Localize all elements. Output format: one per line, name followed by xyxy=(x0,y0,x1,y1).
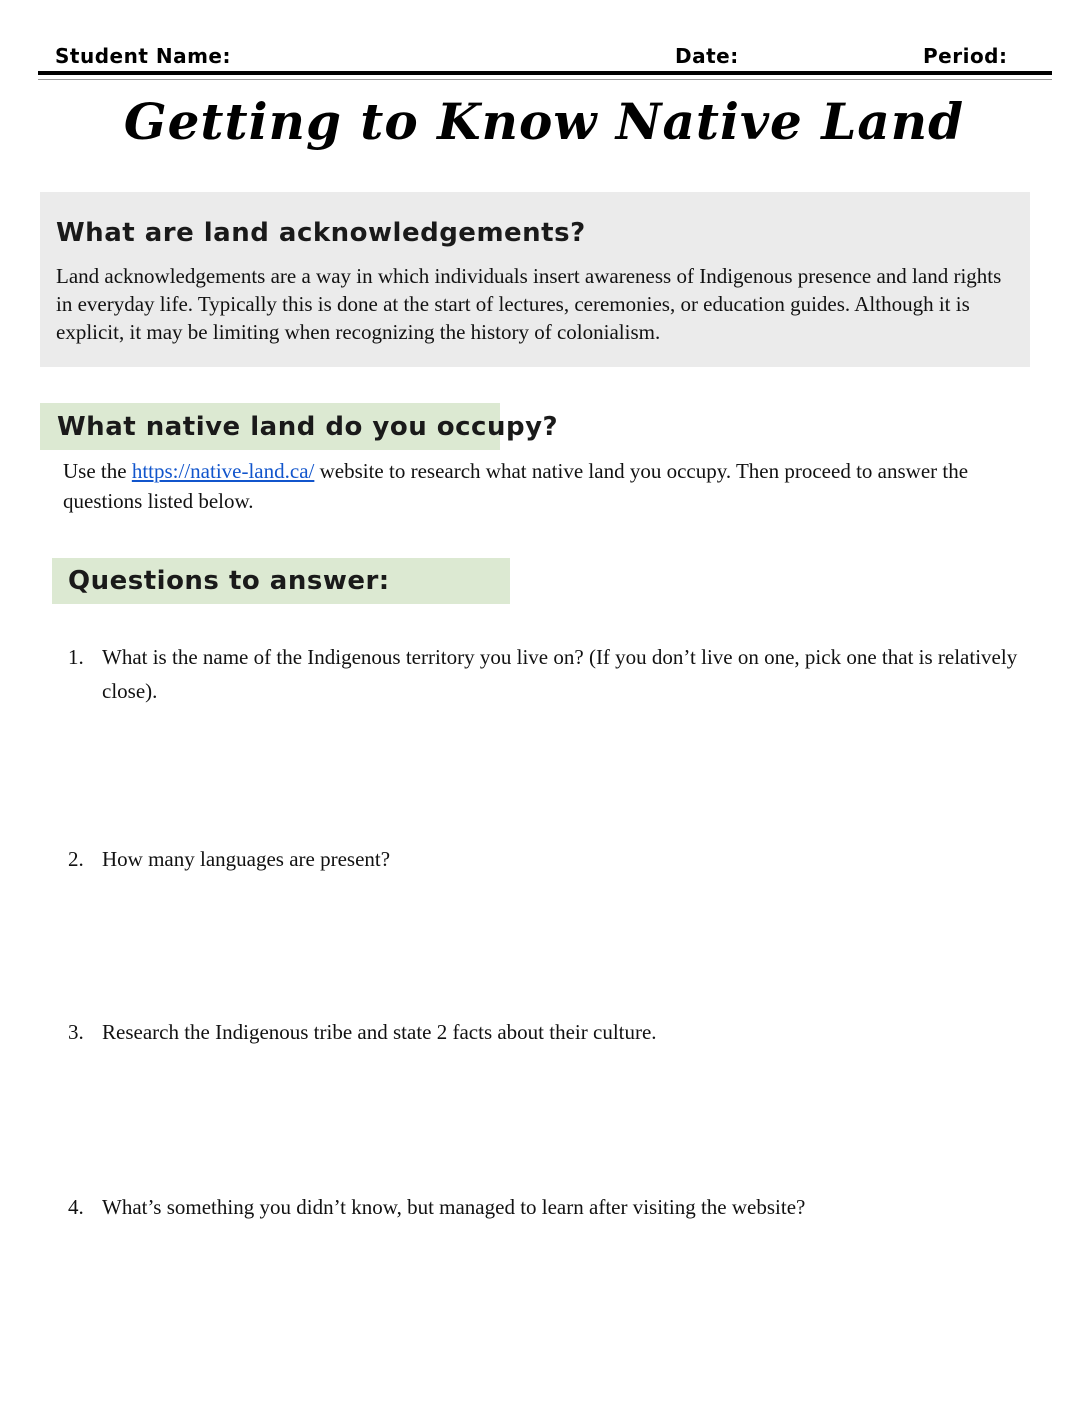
question-number: 1. xyxy=(68,645,84,669)
land-acknowledgements-heading: What are land acknowledgements? xyxy=(56,218,586,248)
native-land-occupy-heading-box xyxy=(40,403,559,450)
question-item-2 xyxy=(68,842,1018,876)
question-text: What’s something you didn’t know, but managed to learn after visiting the website? xyxy=(102,1195,806,1219)
questions-list xyxy=(68,640,1018,1224)
header-rule-thick xyxy=(38,71,1052,75)
occupy-body-after-link: website to research what native land you occupy. Then proceed to answer the questions listed below. xyxy=(63,459,969,513)
native-land-link[interactable]: https://native-land.ca/ xyxy=(131,459,315,483)
period-label: Period: xyxy=(923,44,1008,68)
occupy-body-before-link: Use the xyxy=(63,459,132,483)
question-text: What is the name of the Indigenous territory you live on? (If you don’t live on one, pick one that is relatively close). xyxy=(102,645,1018,703)
page-title: Getting to Know Native Land xyxy=(123,92,965,151)
question-item-1 xyxy=(68,640,1018,708)
native-land-occupy-body xyxy=(63,456,973,516)
question-number: 4. xyxy=(68,1195,84,1219)
question-item-3 xyxy=(68,1015,1018,1049)
student-name-label: Student Name: xyxy=(55,44,231,68)
questions-heading: Questions to answer: xyxy=(68,566,390,596)
land-acknowledgements-body: Land acknowledgements are a way in which individuals insert awareness of Indigenous presence and land rights in everyday life. Typically this is done at the start of lectures, ceremonies, or education guides. Although it is explicit, it may be limiting when recognizing the history of colonialism. xyxy=(56,264,1002,344)
question-number: 2. xyxy=(68,847,84,871)
native-land-occupy-heading: What native land do you occupy? xyxy=(57,411,559,442)
question-text: How many languages are present? xyxy=(102,847,391,871)
questions-heading-box xyxy=(52,558,510,604)
question-text: Research the Indigenous tribe and state 2 facts about their culture. xyxy=(102,1020,657,1044)
question-item-4 xyxy=(68,1190,1018,1224)
question-number: 3. xyxy=(68,1020,84,1044)
header-rule-thin xyxy=(38,79,1052,80)
date-label: Date: xyxy=(675,44,739,68)
land-acknowledgements-section xyxy=(40,192,1030,367)
